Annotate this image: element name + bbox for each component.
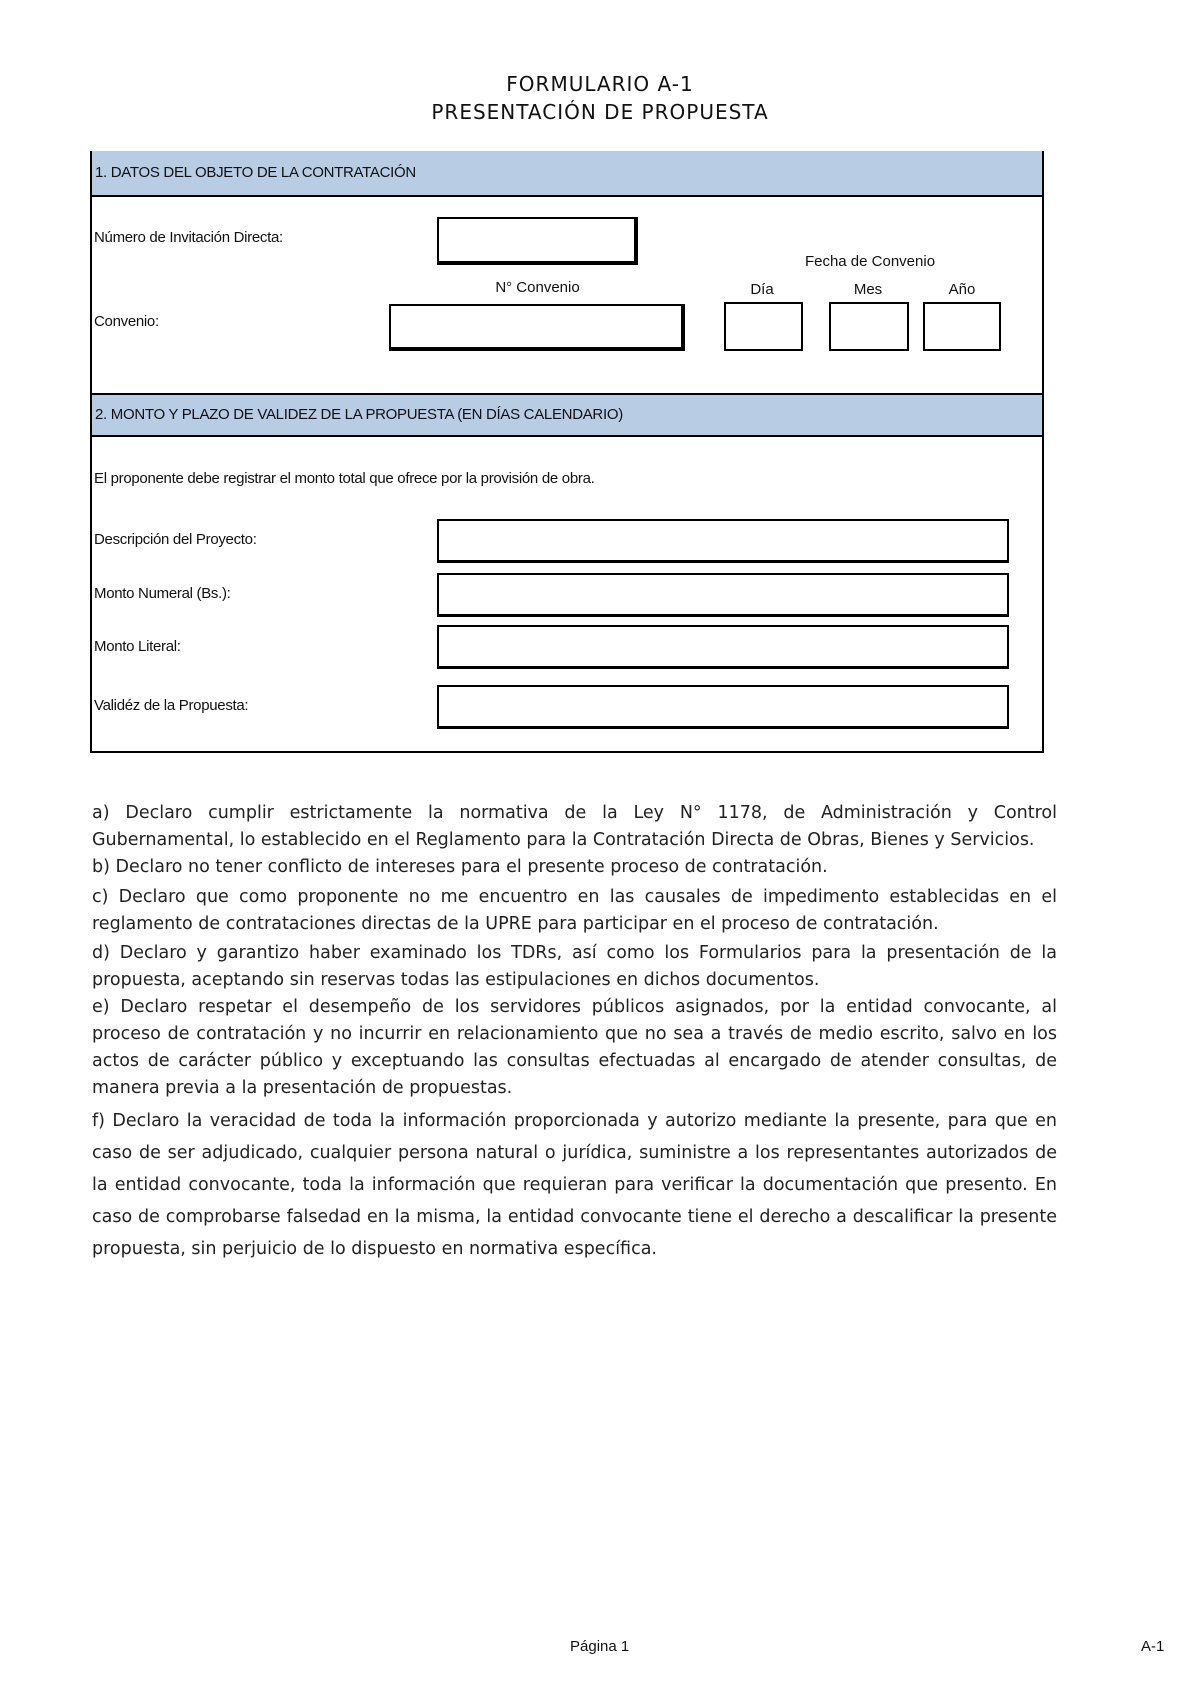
amount-instruction: El proponente debe registrar el monto total que ofrece por la provisión de obra. (94, 470, 595, 487)
amount-literal-field[interactable] (437, 625, 1009, 669)
day-label: Día (750, 281, 774, 298)
declaration-c: c) Declaro que como proponente no me encuentro en las causales de impedimento establecidas en el reglamento de contrataciones directas de la UPRE para participar en el proceso de contratación. (92, 887, 1057, 934)
year-field[interactable] (923, 302, 1001, 351)
month-label: Mes (853, 281, 883, 298)
project-description-label: Descripción del Proyecto: (94, 531, 257, 548)
declaration-b: b) Declaro no tener conflicto de intereses para el presente proceso de contratación. (92, 857, 828, 877)
invitation-number-label: Número de Invitación Directa: (94, 229, 283, 246)
month-field[interactable] (829, 302, 909, 351)
convenio-label: Convenio: (94, 313, 159, 330)
convenio-number-field[interactable] (389, 304, 685, 351)
form-code: A-1 (1141, 1638, 1165, 1655)
project-description-field[interactable] (437, 519, 1009, 563)
amount-numeric-field[interactable] (437, 573, 1009, 617)
declaration-d: d) Declaro y garantizo haber examinado los TDRs, así como los Formularios para la presentación de la propuesta, aceptando sin reservas todas las estipulaciones en dichos documentos. (92, 943, 1057, 990)
validity-label: Validéz de la Propuesta: (94, 697, 249, 714)
amount-literal-label: Monto Literal: (94, 638, 181, 655)
convenio-date-label: Fecha de Convenio (804, 253, 936, 270)
section-2-heading: 2. MONTO Y PLAZO DE VALIDEZ DE LA PROPUESTA (EN DÍAS CALENDARIO) (92, 393, 1042, 437)
declaration-f: f) Declaro la veracidad de toda la información proporcionada y autorizo mediante la presente, para que en caso de ser adjudicado, cualquier persona natural o jurídica, suministre a los representantes autorizados de la entidad convocante, toda la información que requieran para verificar la documentación que presento. En caso de comprobarse falsedad en la misma, la entidad convocante tiene el derecho a descalificar la presente propuesta, sin perjuicio de lo dispuesto en normativa específica. (92, 1111, 1057, 1259)
invitation-number-field[interactable] (437, 217, 638, 265)
page-number: Página 1 (570, 1638, 630, 1655)
validity-field[interactable] (437, 685, 1009, 729)
convenio-number-label: N° Convenio (495, 279, 580, 296)
declaration-a: a) Declaro cumplir estrictamente la normativa de la Ley N° 1178, de Administración y Control Gubernamental, lo establecido en el Reglamento para la Contratación Directa de Obras, Bienes y Servicios. (92, 803, 1057, 850)
declaration-e: e) Declaro respetar el desempeño de los servidores públicos asignados, por la entidad convocante, al proceso de contratación y no incurrir en relacionamiento que no sea a través de medio escrito, salvo en los actos de carácter público y exceptuando las consultas efectuadas al encargado de atender consultas, de manera previa a la presentación de propuestas. (92, 997, 1057, 1098)
section-1-heading: 1. DATOS DEL OBJETO DE LA CONTRATACIÓN (92, 151, 1042, 197)
day-field[interactable] (724, 302, 803, 351)
year-label: Año (948, 281, 976, 298)
form-subtitle: PRESENTACIÓN DE PROPUESTA (431, 100, 769, 124)
amount-numeric-label: Monto Numeral (Bs.): (94, 585, 231, 602)
declarations (92, 800, 1057, 1265)
form-title: FORMULARIO A-1 (506, 72, 694, 96)
